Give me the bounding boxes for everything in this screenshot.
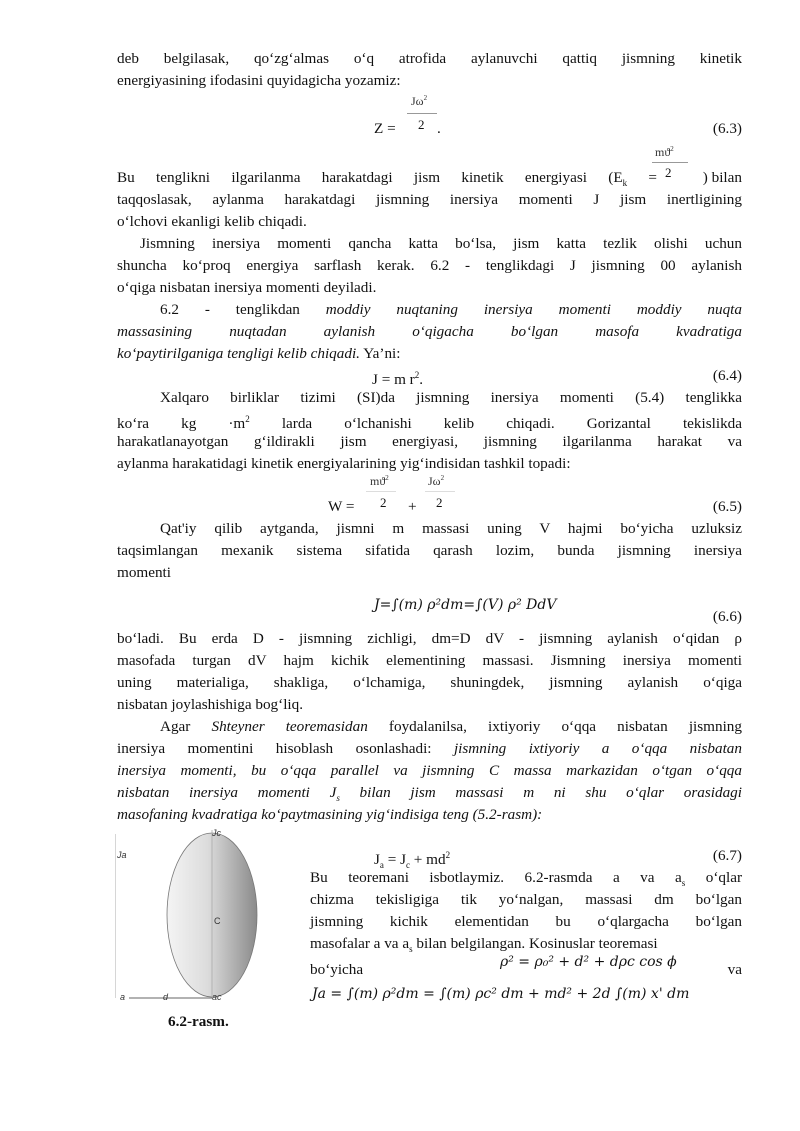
text-line: masofalar a va $a_s$ bilan belgilangan. Kosinuslar teoremasi [310, 935, 658, 955]
equation-number: (6.7) [712, 847, 742, 864]
fraction-bar [407, 113, 437, 114]
text-line: masofaning kvadratiga ko‘paytmasining yig‘indisiga teng (5.2-rasm): [117, 806, 543, 823]
fraction-numerator: $J\omega^2$ [428, 474, 445, 488]
fraction-denominator: 2 [436, 495, 443, 510]
fraction-bar [366, 491, 396, 492]
fraction-denominator: 2 [665, 165, 672, 180]
label-d: d [163, 992, 169, 1002]
equation-lhs: W = [328, 498, 355, 515]
figure-diagram [115, 826, 300, 1011]
text-line: Bu teoremani isbotlaymiz. 6.2-rasmda a va $a_s$ o‘qlar [310, 869, 742, 889]
text-line: jismning kichik elementidan bu o‘qlargacha bo‘lgan [310, 913, 742, 930]
text-line: 6.2 - tenglikdan moddiy nuqtaning inersiya momenti moddiy nuqta [160, 301, 742, 318]
equation-dot: . [437, 120, 441, 137]
text-line: va [727, 961, 742, 978]
fraction-numerator: $mϑ^2$ [370, 474, 389, 488]
fraction-numerator: $J\omega^2$ [411, 94, 428, 108]
integral-equation: Ja = ∫(m) ρ²dm = ∫(m) ρc² dm + md² + 2d ∫(m) x' dm [312, 986, 690, 1002]
figure-caption: 6.2-rasm. [168, 1013, 229, 1030]
equation-lhs: Z = [374, 120, 396, 137]
label-a: a [120, 992, 126, 1002]
cosine-equation: ρ² = ρ₀² + d² + dρc cos ϕ [500, 954, 677, 970]
text-line: taqqoslasak, aylanma harakatdagi jismning inersiya momenti J jism inertligining [117, 191, 742, 208]
text-line: chizma tekisligiga tik yo‘nalgan, massasi dm bo‘lgan [310, 891, 742, 908]
text-line: inersiya momentini hisoblash osonlashadi: jismning ixtiyoriy a o‘qqa nisbatan [117, 740, 742, 757]
text-line: o‘qiga nisbatan inersiya momenti deyiladi. [117, 279, 377, 296]
text-line: deb belgilasak, qo‘zg‘almas o‘q atrofida aylanuvchi qattiq jismning kinetik [117, 50, 742, 67]
equation-number: (6.3) [712, 120, 742, 137]
equation-6-6: J=∫(m) ρ²dm=∫(V) ρ² DdV [374, 597, 557, 613]
label-c: C [214, 916, 221, 926]
text-line: nisbatan inersiya momenti $J_s$ bilan jism massasi m ni shu o‘qlar orasidagi [117, 784, 742, 804]
fraction-bar [652, 162, 688, 163]
text-line: momenti [117, 564, 171, 581]
equation-number: (6.6) [712, 608, 742, 625]
label-ja: Ja [117, 850, 127, 860]
text-line: ko‘ra kg $\cdot m^2$ larda o‘lchanishi kelib chiqadi. Gorizantal tekislikda [117, 414, 742, 433]
fraction-bar [425, 491, 455, 492]
text-line: nisbatan joylashishiga bog‘liq. [117, 696, 304, 713]
text-line: energiyasining ifodasini quyidagicha yozamiz: [117, 72, 401, 89]
equation-number: (6.5) [712, 498, 742, 515]
text-line: bo‘ladi. Bu erda D - jismning zichligi, dm=D dV - jismning aylanish o‘qidan ρ [117, 630, 742, 647]
text-line: Xalqaro birliklar tizimi (SI)da jismning inersiya momenti (5.4) tenglikka [160, 389, 742, 406]
text-line: uning materialiga, shakliga, o‘lchamiga, shuningdek, jismning aylanish o‘qiga [117, 674, 742, 691]
label-ac: ac [212, 992, 222, 1002]
label-jc: Jc [212, 828, 221, 838]
fraction-denominator: 2 [380, 495, 387, 510]
plus-sign: + [408, 498, 417, 515]
text-line: aylanma harakatidagi kinetik energiyalarining yig‘indisidan tashkil topadi: [117, 455, 571, 472]
text-line: Bu tenglikni ilgarilanma harakatdagi jism kinetik energiyasi ($E_k$ = [117, 169, 657, 189]
equation-number: (6.4) [712, 367, 742, 384]
text-line: shuncha ko‘proq energiya sarflash kerak. 6.2 - tenglikdagi J jismning 00 aylanish [117, 257, 742, 274]
text-line: ) bilan [702, 169, 742, 186]
equation-6-7: $J_a = J_c + md^2$ [374, 850, 451, 871]
text-line: bo‘yicha [310, 961, 364, 978]
text-line: massasining nuqtadan aylanish o‘qigacha bo‘lgan masofa kvadratiga [117, 323, 742, 340]
text-line: Qat'iy qilib aytganda, jismni m massasi uning V hajmi bo‘yicha uzluksiz [160, 520, 742, 537]
equation-6-4: J = m $r^2$. [372, 370, 424, 389]
text-line: inersiya momenti, bu o‘qqa parallel va jismning C massa markazidan o‘tgan o‘qqa [117, 762, 742, 779]
text-line: o‘lchovi ekanligi kelib chiqadi. [117, 213, 307, 230]
text-line: ko‘paytirilganiga tengligi kelib chiqadi. Ya’ni: [117, 345, 401, 362]
text-line: Jismning inersiya momenti qancha katta bo‘lsa, jism katta tezlik olishi uchun [140, 235, 742, 252]
fraction-numerator: $mϑ^2$ [655, 145, 674, 159]
text-line: harakatlanayotgan g‘ildirakli jism energiyasi, jismning ilgarilanma harakat va [117, 433, 742, 450]
text-line: masofada turgan dV hajm kichik elementining massasi. Jismning inersiya momenti [117, 652, 742, 669]
text-line: Agar Shteyner teoremasidan foydalanilsa, ixtiyoriy o‘qqa nisbatan jismning [160, 718, 742, 735]
text-line: taqsimlangan mexanik sistema sifatida qarash lozim, bunda jismning inersiya [117, 542, 742, 559]
fraction-denominator: 2 [418, 117, 425, 132]
